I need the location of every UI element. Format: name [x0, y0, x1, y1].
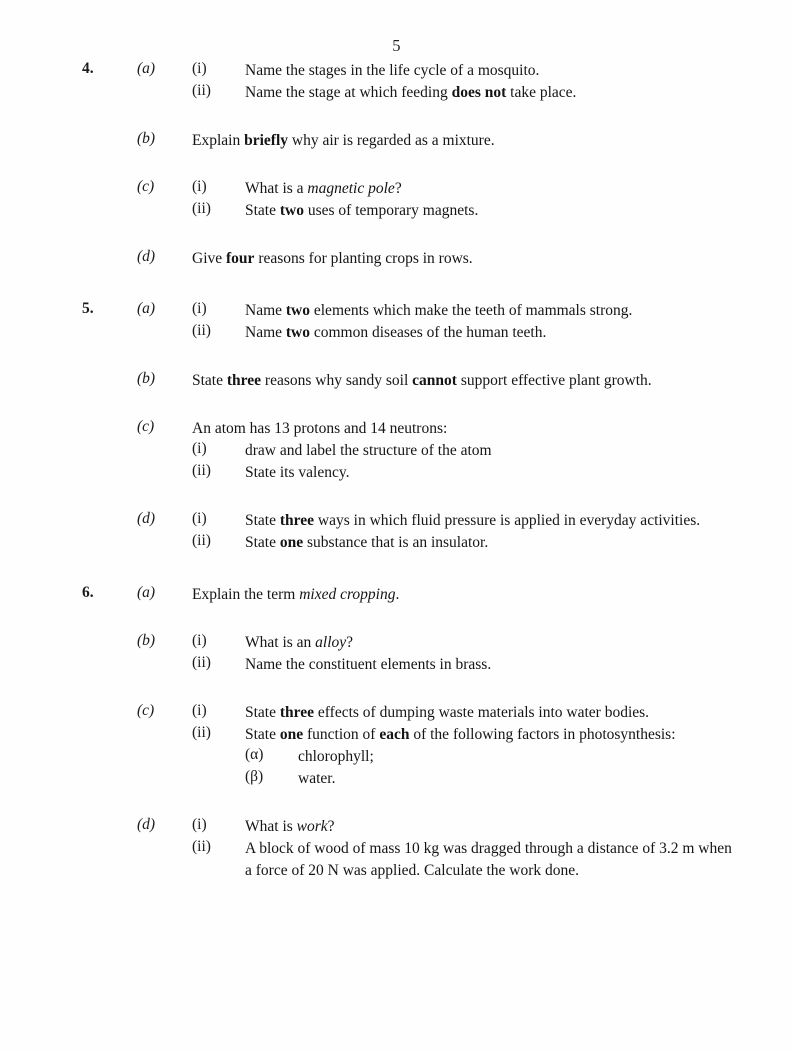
roman-item-marker: (ii) [192, 654, 211, 671]
question-line [0, 654, 793, 676]
part-label: (d) [137, 248, 156, 265]
question-text: What is an alloy? [245, 634, 354, 651]
question-part [0, 418, 793, 484]
question-line [0, 724, 793, 746]
question-text: Explain the term mixed cropping. [192, 586, 400, 603]
question-part [0, 702, 793, 790]
roman-item-marker: (i) [192, 440, 207, 457]
question-line [0, 632, 793, 654]
question-line [0, 532, 793, 554]
question-text: draw and label the structure of the atom [245, 442, 492, 459]
part-label: (d) [137, 816, 156, 833]
question-part [0, 248, 793, 270]
roman-item-marker: (ii) [192, 838, 211, 855]
roman-item-marker: (ii) [192, 462, 211, 479]
question-text: State two uses of temporary magnets. [245, 202, 479, 219]
question-line [0, 60, 793, 82]
question-text: Name two elements which make the teeth of mammals strong. [245, 302, 633, 319]
question-text: A block of wood of mass 10 kg was dragged through a distance of 3.2 m when a force of 20 N was applied. Calculate the work done. [245, 840, 732, 879]
question-line [0, 510, 793, 532]
question-text: Name two common diseases of the human teeth. [245, 324, 547, 341]
question-text: State three effects of dumping waste materials into water bodies. [245, 704, 650, 721]
question-part [0, 300, 793, 344]
question-text: What is work? [245, 818, 335, 835]
question-text: water. [298, 770, 336, 787]
part-label: (b) [137, 130, 156, 147]
question-line [0, 248, 793, 270]
question-text: State three ways in which fluid pressure is applied in everyday activities. [245, 512, 701, 529]
question-line [0, 816, 793, 838]
question-line [0, 440, 793, 462]
question-part [0, 370, 793, 392]
roman-item-marker: (i) [192, 632, 207, 649]
roman-item-marker: (ii) [192, 532, 211, 549]
part-label: (a) [137, 584, 156, 601]
question-line [0, 462, 793, 484]
greek-item-marker: (α) [245, 746, 264, 763]
roman-item-marker: (i) [192, 510, 207, 527]
part-label: (c) [137, 702, 155, 719]
question-text: State its valency. [245, 464, 350, 481]
roman-item-marker: (i) [192, 816, 207, 833]
page-number: 5 [392, 36, 401, 55]
question-block [0, 584, 793, 882]
part-label: (b) [137, 370, 156, 387]
question-line [0, 838, 793, 882]
roman-item-marker: (i) [192, 178, 207, 195]
question-part [0, 60, 793, 104]
part-label: (b) [137, 632, 156, 649]
question-line [0, 370, 793, 392]
question-line [0, 300, 793, 322]
question-line [0, 322, 793, 344]
question-block [0, 60, 793, 270]
question-text: State three reasons why sandy soil cannot support effective plant growth. [192, 372, 652, 389]
greek-item-marker: (β) [245, 768, 264, 785]
question-part [0, 130, 793, 152]
question-text: State one substance that is an insulator. [245, 534, 489, 551]
question-text: Explain briefly why air is regarded as a mixture. [192, 132, 495, 149]
question-block [0, 300, 793, 554]
part-label: (c) [137, 178, 155, 195]
roman-item-marker: (ii) [192, 200, 211, 217]
question-text: What is a magnetic pole? [245, 180, 402, 197]
question-line [0, 418, 793, 440]
part-label: (c) [137, 418, 155, 435]
question-part [0, 178, 793, 222]
question-part [0, 632, 793, 676]
question-number: 5. [82, 300, 94, 317]
question-number: 4. [82, 60, 94, 77]
roman-item-marker: (ii) [192, 724, 211, 741]
roman-item-marker: (i) [192, 60, 207, 77]
part-label: (a) [137, 60, 156, 77]
question-number: 6. [82, 584, 94, 601]
question-part [0, 510, 793, 554]
question-text: Name the stages in the life cycle of a mosquito. [245, 62, 540, 79]
question-text: An atom has 13 protons and 14 neutrons: [192, 420, 448, 437]
roman-item-marker: (i) [192, 702, 207, 719]
question-text: State one function of each of the following factors in photosynthesis: [245, 726, 676, 743]
part-label: (d) [137, 510, 156, 527]
part-label: (a) [137, 300, 156, 317]
question-part [0, 816, 793, 882]
question-line [0, 130, 793, 152]
question-line [0, 746, 793, 768]
question-line [0, 82, 793, 104]
question-text: Name the stage at which feeding does not take place. [245, 84, 577, 101]
roman-item-marker: (i) [192, 300, 207, 317]
question-text: chlorophyll; [298, 748, 374, 765]
questions-container [0, 60, 793, 882]
question-line [0, 584, 793, 606]
question-text: Give four reasons for planting crops in rows. [192, 250, 473, 267]
question-line [0, 200, 793, 222]
question-part [0, 584, 793, 606]
roman-item-marker: (ii) [192, 322, 211, 339]
roman-item-marker: (ii) [192, 82, 211, 99]
question-line [0, 178, 793, 200]
question-line [0, 702, 793, 724]
question-line [0, 768, 793, 790]
question-text: Name the constituent elements in brass. [245, 656, 492, 673]
